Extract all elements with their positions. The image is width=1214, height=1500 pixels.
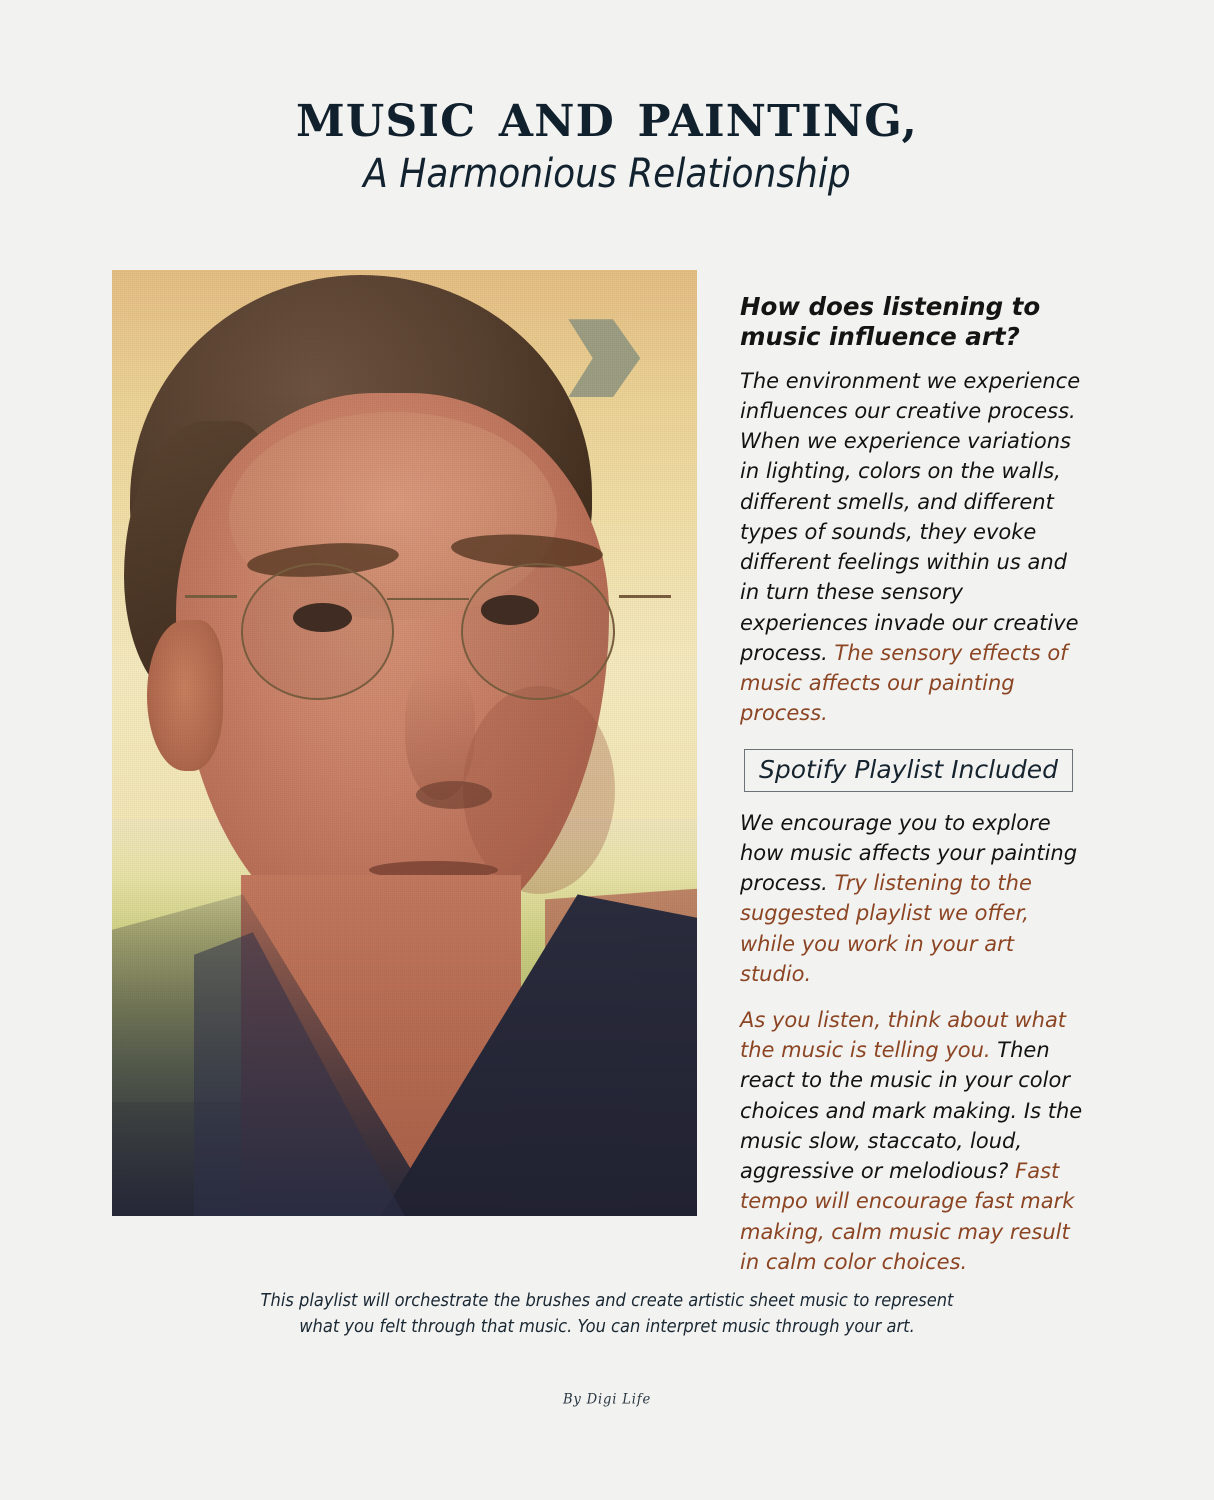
portrait-painting-image <box>112 270 697 1216</box>
paragraph-two <box>740 808 1085 989</box>
page-footer <box>0 1288 1214 1408</box>
paragraph-one <box>740 366 1085 729</box>
section-heading: How does listening to music influence art? <box>740 292 1041 351</box>
paragraph-three <box>740 1005 1085 1277</box>
spotify-playlist-badge[interactable] <box>744 749 1073 792</box>
painting-canvas-grain <box>112 270 697 1216</box>
paragraph-two-plain: We encourage you to explore how music affects your painting process. <box>740 810 1078 896</box>
paragraph-one-plain: The environment we experience influences our creative process. When we experience variations in lighting, colors on the walls, different smells, and different types of sounds, they evoke different feelings within us and in turn these sensory experiences invade our creative process. <box>740 368 1081 665</box>
article-text-column <box>740 292 1085 1295</box>
paragraph-three-highlight-one: As you listen, think about what the music is telling you. <box>740 1007 1067 1063</box>
page-header <box>0 98 1214 198</box>
author-signature: By Digi Life <box>562 1389 652 1407</box>
paragraph-three-plain: Then react to the music in your color choices and mark making. Is the music slow, staccato, loud, aggressive or melodious? <box>740 1038 1083 1184</box>
page-title: MUSIC AND PAINTING, <box>295 96 919 147</box>
spotify-playlist-badge-label: Spotify Playlist Included <box>759 754 1058 784</box>
paragraph-one-highlight: The sensory effects of music affects our painting process. <box>740 640 1068 726</box>
page-subtitle: A Harmonious Relationship <box>363 150 851 197</box>
paragraph-three-highlight-two: Fast tempo will encourage fast mark making, calm music may result in calm color choices. <box>740 1159 1075 1274</box>
footer-note: This playlist will orchestrate the brushes and create artistic sheet music to represent what you felt through that music. You can interpret music through your art. <box>260 1291 954 1338</box>
paragraph-two-highlight: Try listening to the suggested playlist we offer, while you work in your art studio. <box>740 871 1032 986</box>
